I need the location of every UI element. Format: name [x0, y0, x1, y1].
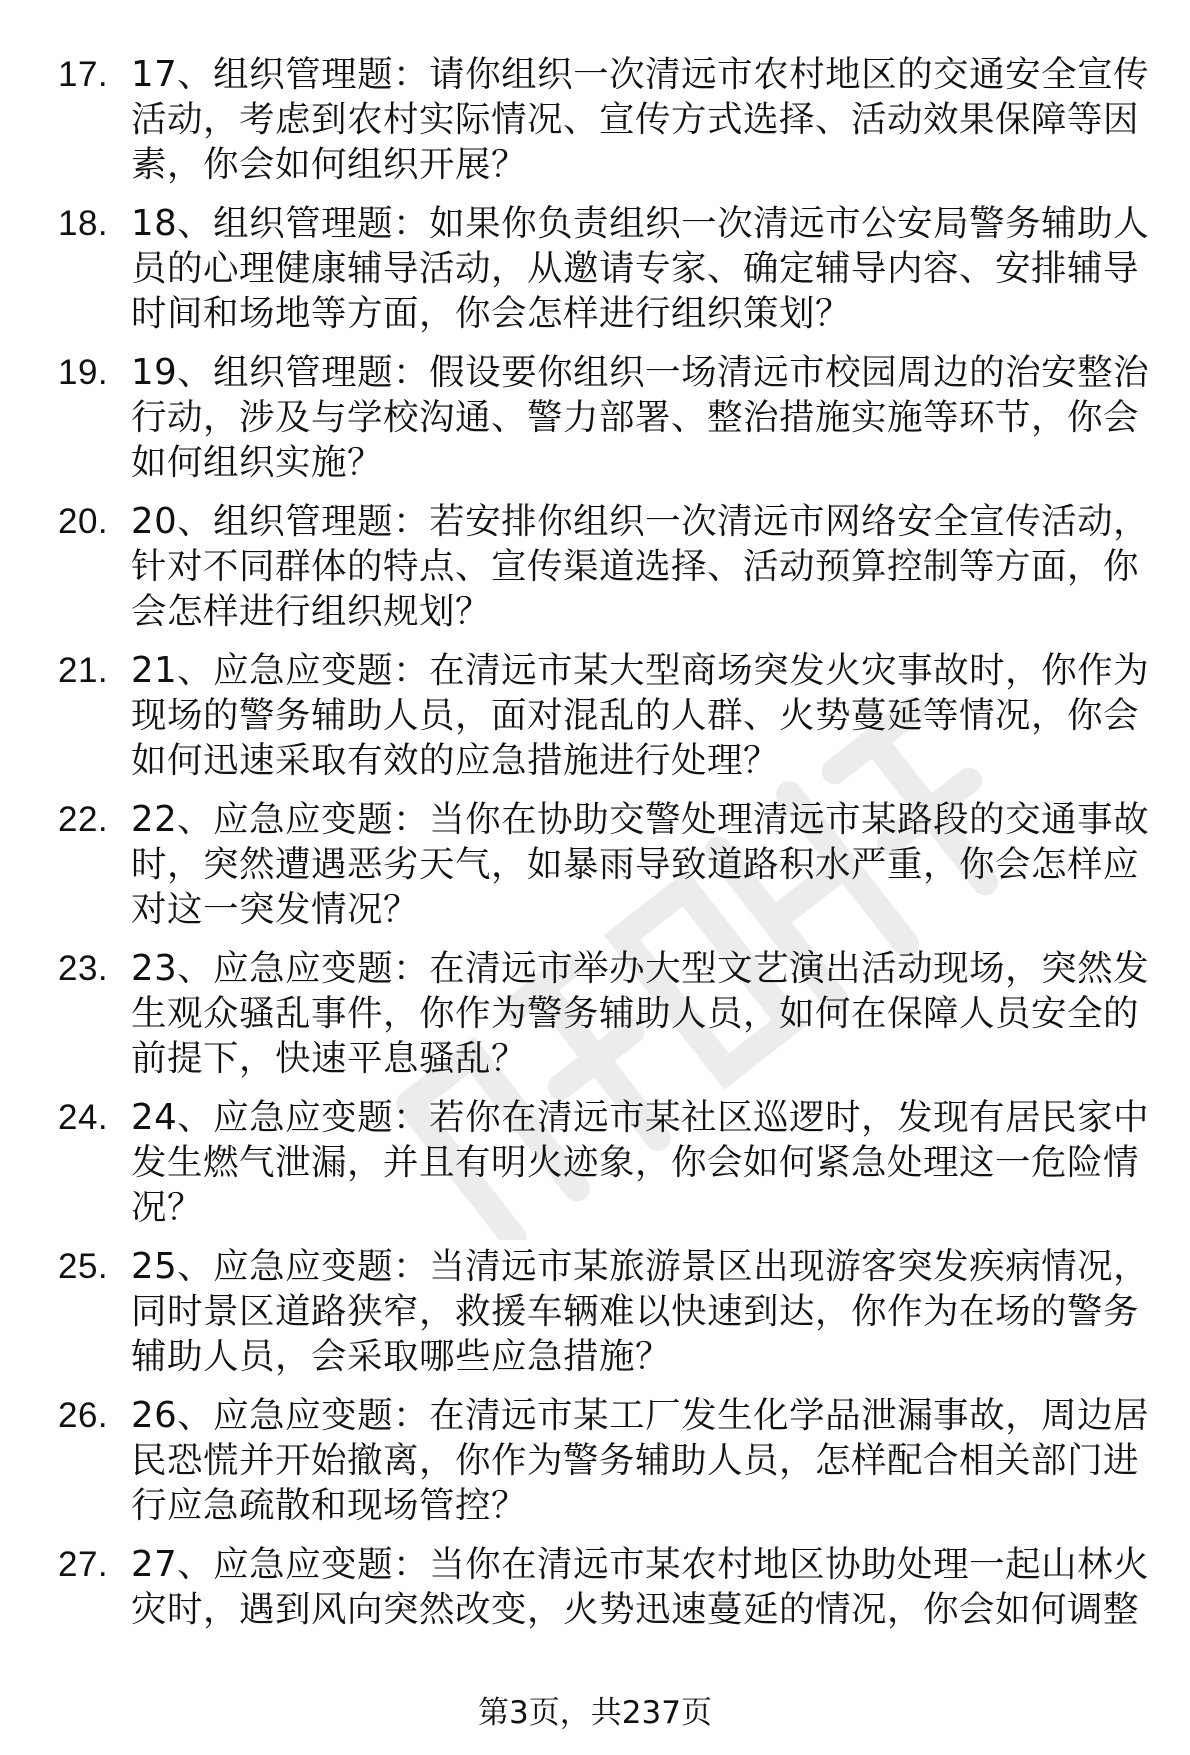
item-text: 25、应急应变题：当清远市某旅游景区出现游客突发疾病情况，同时景区道路狭窄，救援车辆难以快速到达，你作为在场的警务辅助人员，会采取哪些应急措施？: [131, 1246, 1150, 1377]
item-text: 18、组织管理题：如果你负责组织一次清远市公安局警务辅助人员的心理健康辅导活动，从邀请专家、确定辅导内容、安排辅导时间和场地等方面，你会怎样进行组织策划？: [131, 203, 1150, 334]
item-text: 27、应急应变题：当你在清远市某农村地区协助处理一起山林火灾时，遇到风向突然改变，火势迅速蔓延的情况，你会如何调整: [131, 1544, 1150, 1630]
item-number: 18.: [58, 204, 109, 243]
item-text: 23、应急应变题：在清远市举办大型文艺演出活动现场，突然发生观众骚乱事件，你作为警务辅助人员，如何在保障人员安全的前提下，快速平息骚乱？: [131, 948, 1150, 1079]
list-item: [0, 648, 1190, 783]
list-item: [0, 946, 1190, 1081]
page-footer: 第3页，共237页: [478, 1695, 712, 1731]
list-item: [0, 1244, 1190, 1379]
list-item: [0, 1393, 1190, 1528]
item-number: 23.: [58, 949, 109, 988]
item-number: 25.: [58, 1247, 109, 1286]
item-text: 17、组织管理题：请你组织一次清远市农村地区的交通安全宣传活动，考虑到农村实际情况、宣传方式选择、活动效果保障等因素，你会如何组织开展？: [131, 54, 1150, 185]
item-number: 26.: [58, 1396, 109, 1435]
list-item: [0, 52, 1190, 187]
item-text: 20、组织管理题：若安排你组织一次清远市网络安全宣传活动，针对不同群体的特点、宣传渠道选择、活动预算控制等方面，你会怎样进行组织规划？: [131, 501, 1150, 632]
item-text: 26、应急应变题：在清远市某工厂发生化学品泄漏事故，周边居民恐慌并开始撤离，你作为警务辅助人员，怎样配合相关部门进行应急疏散和现场管控？: [131, 1395, 1150, 1526]
list-item: [0, 350, 1190, 485]
list-item: [0, 499, 1190, 634]
list-item: [0, 797, 1190, 932]
item-number: 22.: [58, 800, 109, 839]
item-number: 19.: [58, 353, 109, 392]
list-item: [0, 1542, 1190, 1632]
item-text: 21、应急应变题：在清远市某大型商场突发火灾事故时，你作为现场的警务辅助人员，面对混乱的人群、火势蔓延等情况，你会如何迅速采取有效的应急措施进行处理？: [131, 650, 1150, 781]
item-text: 22、应急应变题：当你在协助交警处理清远市某路段的交通事故时，突然遭遇恶劣天气，如暴雨导致道路积水严重，你会怎样应对这一突发情况？: [131, 799, 1150, 930]
item-text: 24、应急应变题：若你在清远市某社区巡逻时，发现有居民家中发生燃气泄漏，并且有明火迹象，你会如何紧急处理这一危险情况？: [131, 1097, 1150, 1228]
list-item: [0, 1095, 1190, 1230]
item-number: 17.: [58, 55, 109, 94]
item-text: 19、组织管理题：假设要你组织一场清远市校园周边的治安整治行动，涉及与学校沟通、警力部署、整治措施实施等环节，你会如何组织实施？: [131, 352, 1150, 483]
item-number: 21.: [58, 651, 109, 690]
item-number: 24.: [58, 1098, 109, 1137]
item-number: 20.: [58, 502, 109, 541]
item-number: 27.: [58, 1545, 109, 1584]
list-item: [0, 201, 1190, 336]
question-list: [0, 52, 1190, 1646]
